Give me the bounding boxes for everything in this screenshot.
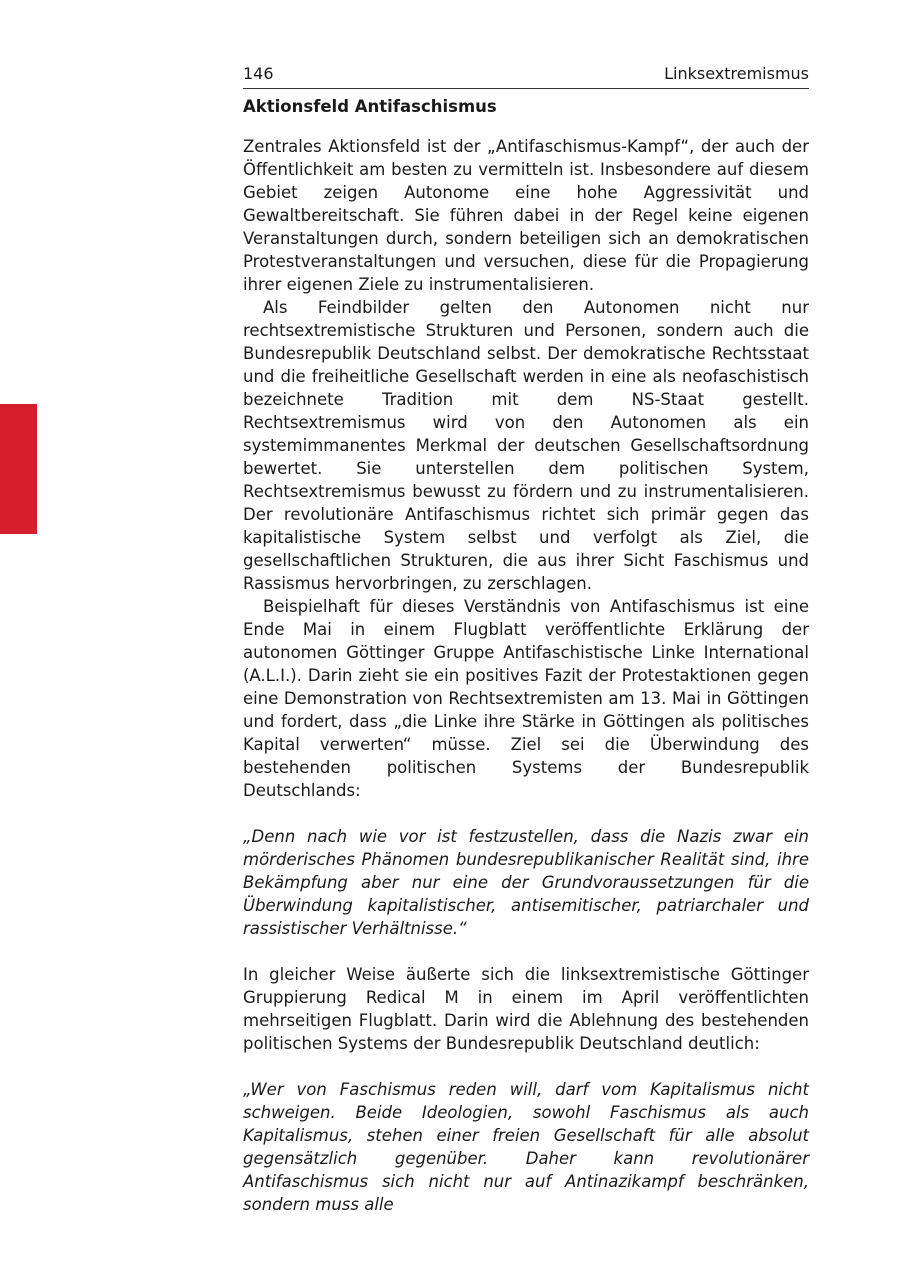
page-content xyxy=(243,64,809,1239)
running-title: Linksextremismus xyxy=(664,64,809,83)
running-header xyxy=(243,64,809,89)
section-heading: Aktionsfeld Antifaschismus xyxy=(243,97,497,116)
quote-block-2: „Wer von Faschismus reden will, darf vom Kapitalismus nicht schweigen. Beide Ideologien, sowohl Faschismus als auch Kapitalismus, stehen einer freien Gesellschaft für alle absolut gegensätzlich gegenüber. Daher kann revolutionärer Antifaschismus sich nicht nur auf Antinazikampf beschränken, sondern muss alle xyxy=(243,1080,809,1214)
paragraph-2: Als Feindbilder gelten den Autonomen nicht nur rechtsextremistische Strukturen und Personen, sondern auch die Bundesrepublik Deutschland selbst. Der demokratische Rechtsstaat und die freiheitliche Gesellschaft werden in eine als neofaschistisch bezeichnete Tradition mit dem NS-Staat gestellt. Rechtsextremismus wird von den Autonomen als ein systemimmanentes Merkmal der deutschen Gesellschaftsordnung bewertet. Sie unterstellen dem politischen System, Rechtsextremismus bewusst zu fördern und zu instrumentalisieren. Der revolutionäre Antifaschismus richtet sich primär gegen das kapitalistische System selbst und verfolgt als Ziel, die gesellschaftlichen Strukturen, die aus ihrer Sicht Faschismus und Rassismus hervorbringen, zu zerschlagen. xyxy=(243,298,809,593)
page-number: 146 xyxy=(243,64,274,83)
paragraph-1: Zentrales Aktionsfeld ist der „Antifaschismus-Kampf“, der auch der Öffentlichkeit am besten zu vermitteln ist. Insbesondere auf diesem Gebiet zeigen Autonome eine hohe Aggressivität und Gewaltbereitschaft. Sie führen dabei in der Regel keine eigenen Veranstaltungen durch, sondern beteiligen sich an demokratischen Protestveranstaltungen und versuchen, diese für die Propagierung ihrer eigenen Ziele zu instrumentalisieren. xyxy=(243,137,809,294)
paragraph-3: Beispielhaft für dieses Verständnis von Antifaschismus ist eine Ende Mai in einem Flugblatt veröffentlichte Erklärung der autonomen Göttinger Gruppe Antifaschistische Linke International (A.L.I.). Darin zieht sie ein positives Fazit der Protestaktionen gegen eine Demonstration von Rechtsextremisten am 13. Mai in Göttingen und fordert, dass „die Linke ihre Stärke in Göttingen als politisches Kapital verwerten“ müsse. Ziel sei die Überwindung des bestehenden politischen Systems der Bundesrepublik Deutschlands: xyxy=(243,597,809,800)
chapter-marker-tab xyxy=(0,404,37,534)
quote-block-1: „Denn nach wie vor ist festzustellen, dass die Nazis zwar ein mörderisches Phänomen bundesrepublikanischer Realität sind, ihre Bekämpfung aber nur eine der Grundvoraussetzungen für die Überwindung kapitalistischer, antisemitischer, patriarchaler und rassistischer Verhältnisse.“ xyxy=(243,827,809,938)
paragraph-4: In gleicher Weise äußerte sich die linksextremistische Göttinger Gruppierung Redical M in einem im April veröffentlichten mehrseitigen Flugblatt. Darin wird die Ablehnung des bestehenden politischen Systems der Bundesrepublik Deutschland deutlich: xyxy=(243,965,809,1053)
